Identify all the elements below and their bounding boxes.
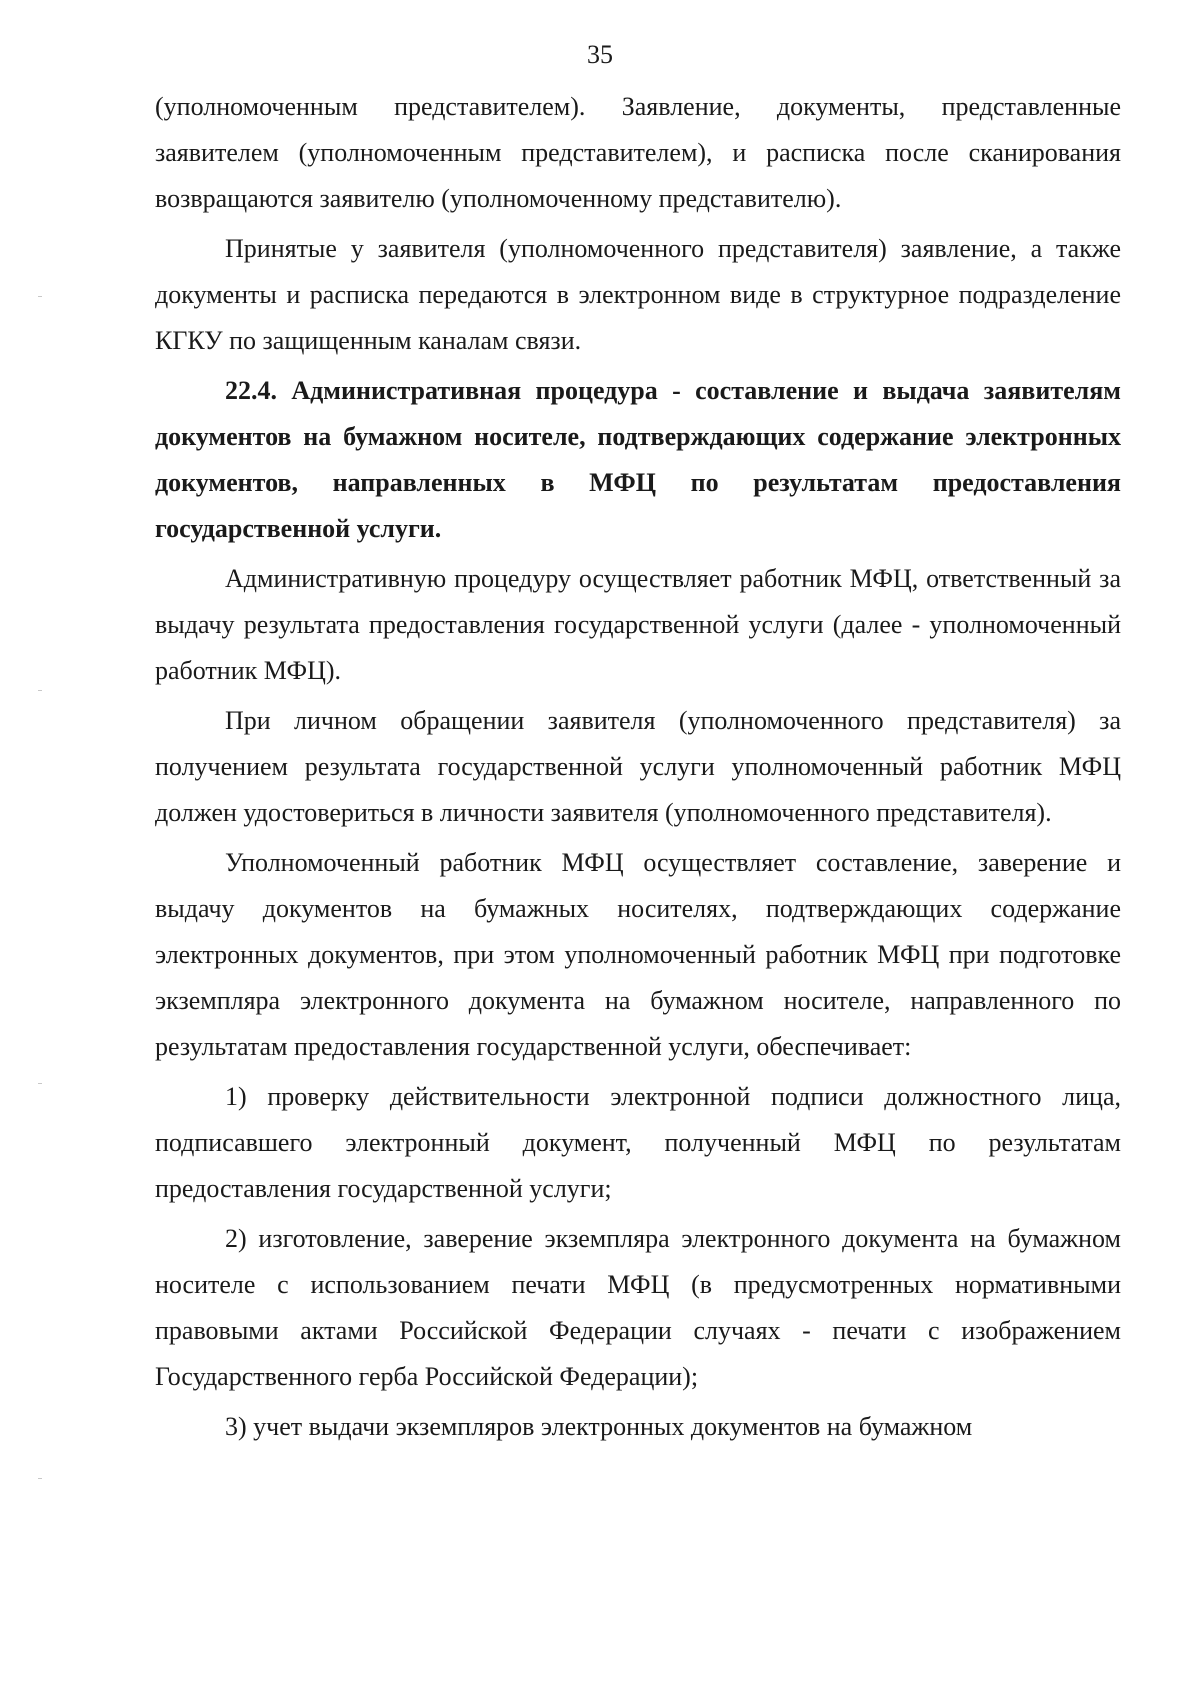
list-item-1: 1) проверку действительности электронной подписи должностного лица, подписавшего электронный документ, полученный МФЦ по результатам предоставления государственной услуги; — [155, 1082, 1121, 1203]
scan-margin-mark — [38, 1478, 42, 1479]
list-item-2: 2) изготовление, заверение экземпляра электронного документа на бумажном носителе с использованием печати МФЦ (в предусмотренных нормативными правовыми актами Российской Федерации случаях - печати с изображением Государственного герба Российской Федерации); — [155, 1224, 1121, 1391]
document-body — [155, 84, 1121, 1450]
scan-margin-mark — [38, 690, 42, 691]
list-item-3: 3) учет выдачи экземпляров электронных документов на бумажном — [225, 1412, 973, 1441]
scan-margin-mark — [38, 296, 42, 297]
paragraph-continuation: (уполномоченным представителем). Заявление, документы, представленные заявителем (уполномоченным представителем), и расписка после сканирования возвращаются заявителю (уполномоченному представителю). — [155, 92, 1121, 213]
section-heading-22-4: 22.4. Административная процедура - составление и выдача заявителям документов на бумажном носителе, подтверждающих содержание электронных документов, направленных в МФЦ по результатам предоставления государственной услуги. — [155, 376, 1121, 543]
paragraph-transfer: Принятые у заявителя (уполномоченного представителя) заявление, а также документы и расписка передаются в электронном виде в структурное подразделение КГКУ по защищенным каналам связи. — [155, 234, 1121, 355]
page-number: 35 — [587, 40, 613, 69]
paragraph-personal-appeal: При личном обращении заявителя (уполномоченного представителя) за получением результата государственной услуги уполномоченный работник МФЦ должен удостовериться в личности заявителя (уполномоченного представителя). — [155, 706, 1121, 827]
paragraph-procedure-performer: Административную процедуру осуществляет работник МФЦ, ответственный за выдачу результата предоставления государственной услуги (далее - уполномоченный работник МФЦ). — [155, 564, 1121, 685]
scan-margin-mark — [38, 1083, 42, 1084]
paragraph-issuance-duties: Уполномоченный работник МФЦ осуществляет составление, заверение и выдачу документов на бумажных носителях, подтверждающих содержание электронных документов, при этом уполномоченный работник МФЦ при подготовке экземпляра электронного документа на бумажном носителе, направленного по результатам предоставления государственной услуги, обеспечивает: — [155, 848, 1121, 1061]
